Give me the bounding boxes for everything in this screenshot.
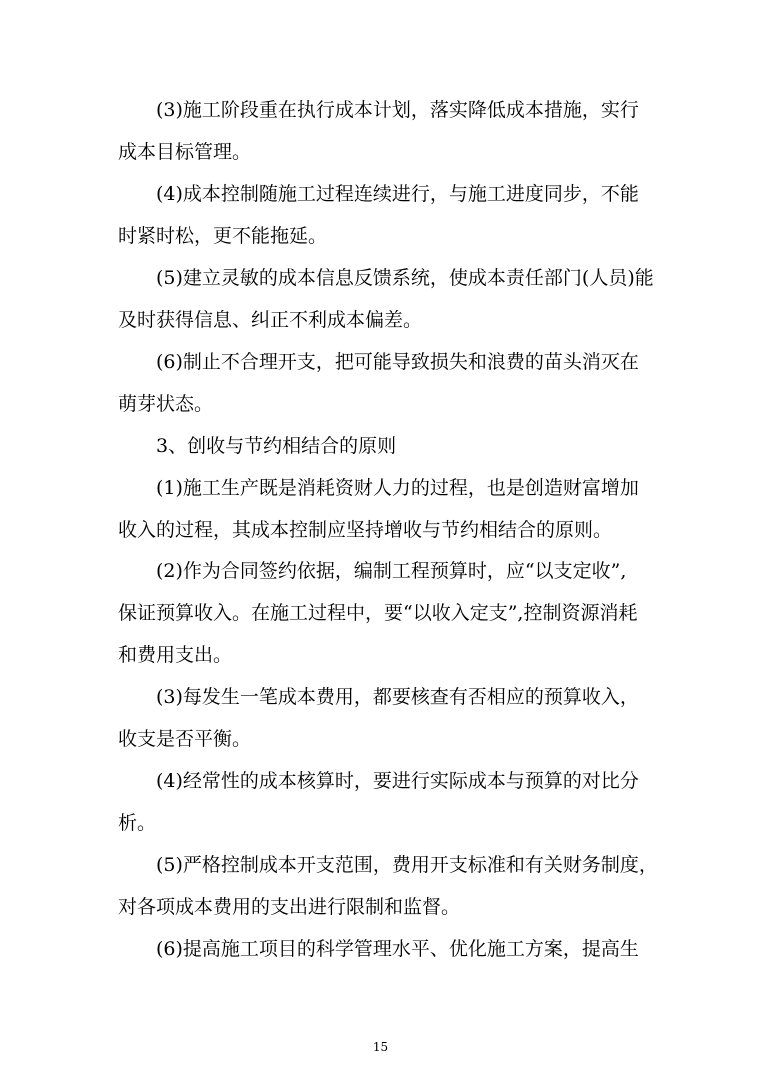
text-line: 萌芽状态。: [118, 393, 214, 415]
page-number: 15: [372, 1040, 389, 1054]
text-line: 析。: [118, 812, 157, 834]
text-line: 收入的过程，其成本控制应坚持增收与节约相结合的原则。: [118, 519, 613, 541]
text-line: (1)施工生产既是消耗资财人力的过程，也是创造财富增加: [156, 477, 639, 499]
text-line: (6)制止不合理开支，把可能导致损失和浪费的苗头消灭在: [156, 351, 639, 373]
text-line: (4)成本控制随施工过程连续进行，与施工进度同步，不能: [156, 183, 639, 205]
text-line: (5)严格控制成本开支范围，费用开支标准和有关财务制度，: [156, 854, 658, 876]
text-line: 和费用支出。: [118, 644, 233, 666]
text-line: (3)施工阶段重在执行成本计划，落实降低成本措施，实行: [156, 99, 639, 121]
text-line: (3)每发生一笔成本费用，都要核查有否相应的预算收入，: [156, 686, 639, 708]
text-line: 成本目标管理。: [118, 141, 252, 163]
text-line: 收支是否平衡。: [118, 728, 252, 750]
text-line: 保证预算收入。在施工过程中，要“以收入定支”,控制资源消耗: [118, 602, 638, 624]
text-line: (6)提高施工项目的科学管理水平、优化施工方案，提高生: [156, 938, 639, 960]
text-line: 对各项成本费用的支出进行限制和监督。: [118, 896, 461, 918]
section-heading: 3、创收与节约相结合的原则: [156, 435, 397, 457]
text-line: 及时获得信息、纠正不利成本偏差。: [118, 309, 423, 331]
text-line: (5)建立灵敏的成本信息反馈系统，使成本责任部门(人员)能: [156, 267, 654, 289]
text-line: 时紧时松，更不能拖延。: [118, 225, 328, 247]
text-line: (4)经常性的成本核算时，要进行实际成本与预算的对比分: [156, 770, 639, 792]
text-line: (2)作为合同签约依据，编制工程预算时，应“以支定收”,: [156, 560, 627, 582]
